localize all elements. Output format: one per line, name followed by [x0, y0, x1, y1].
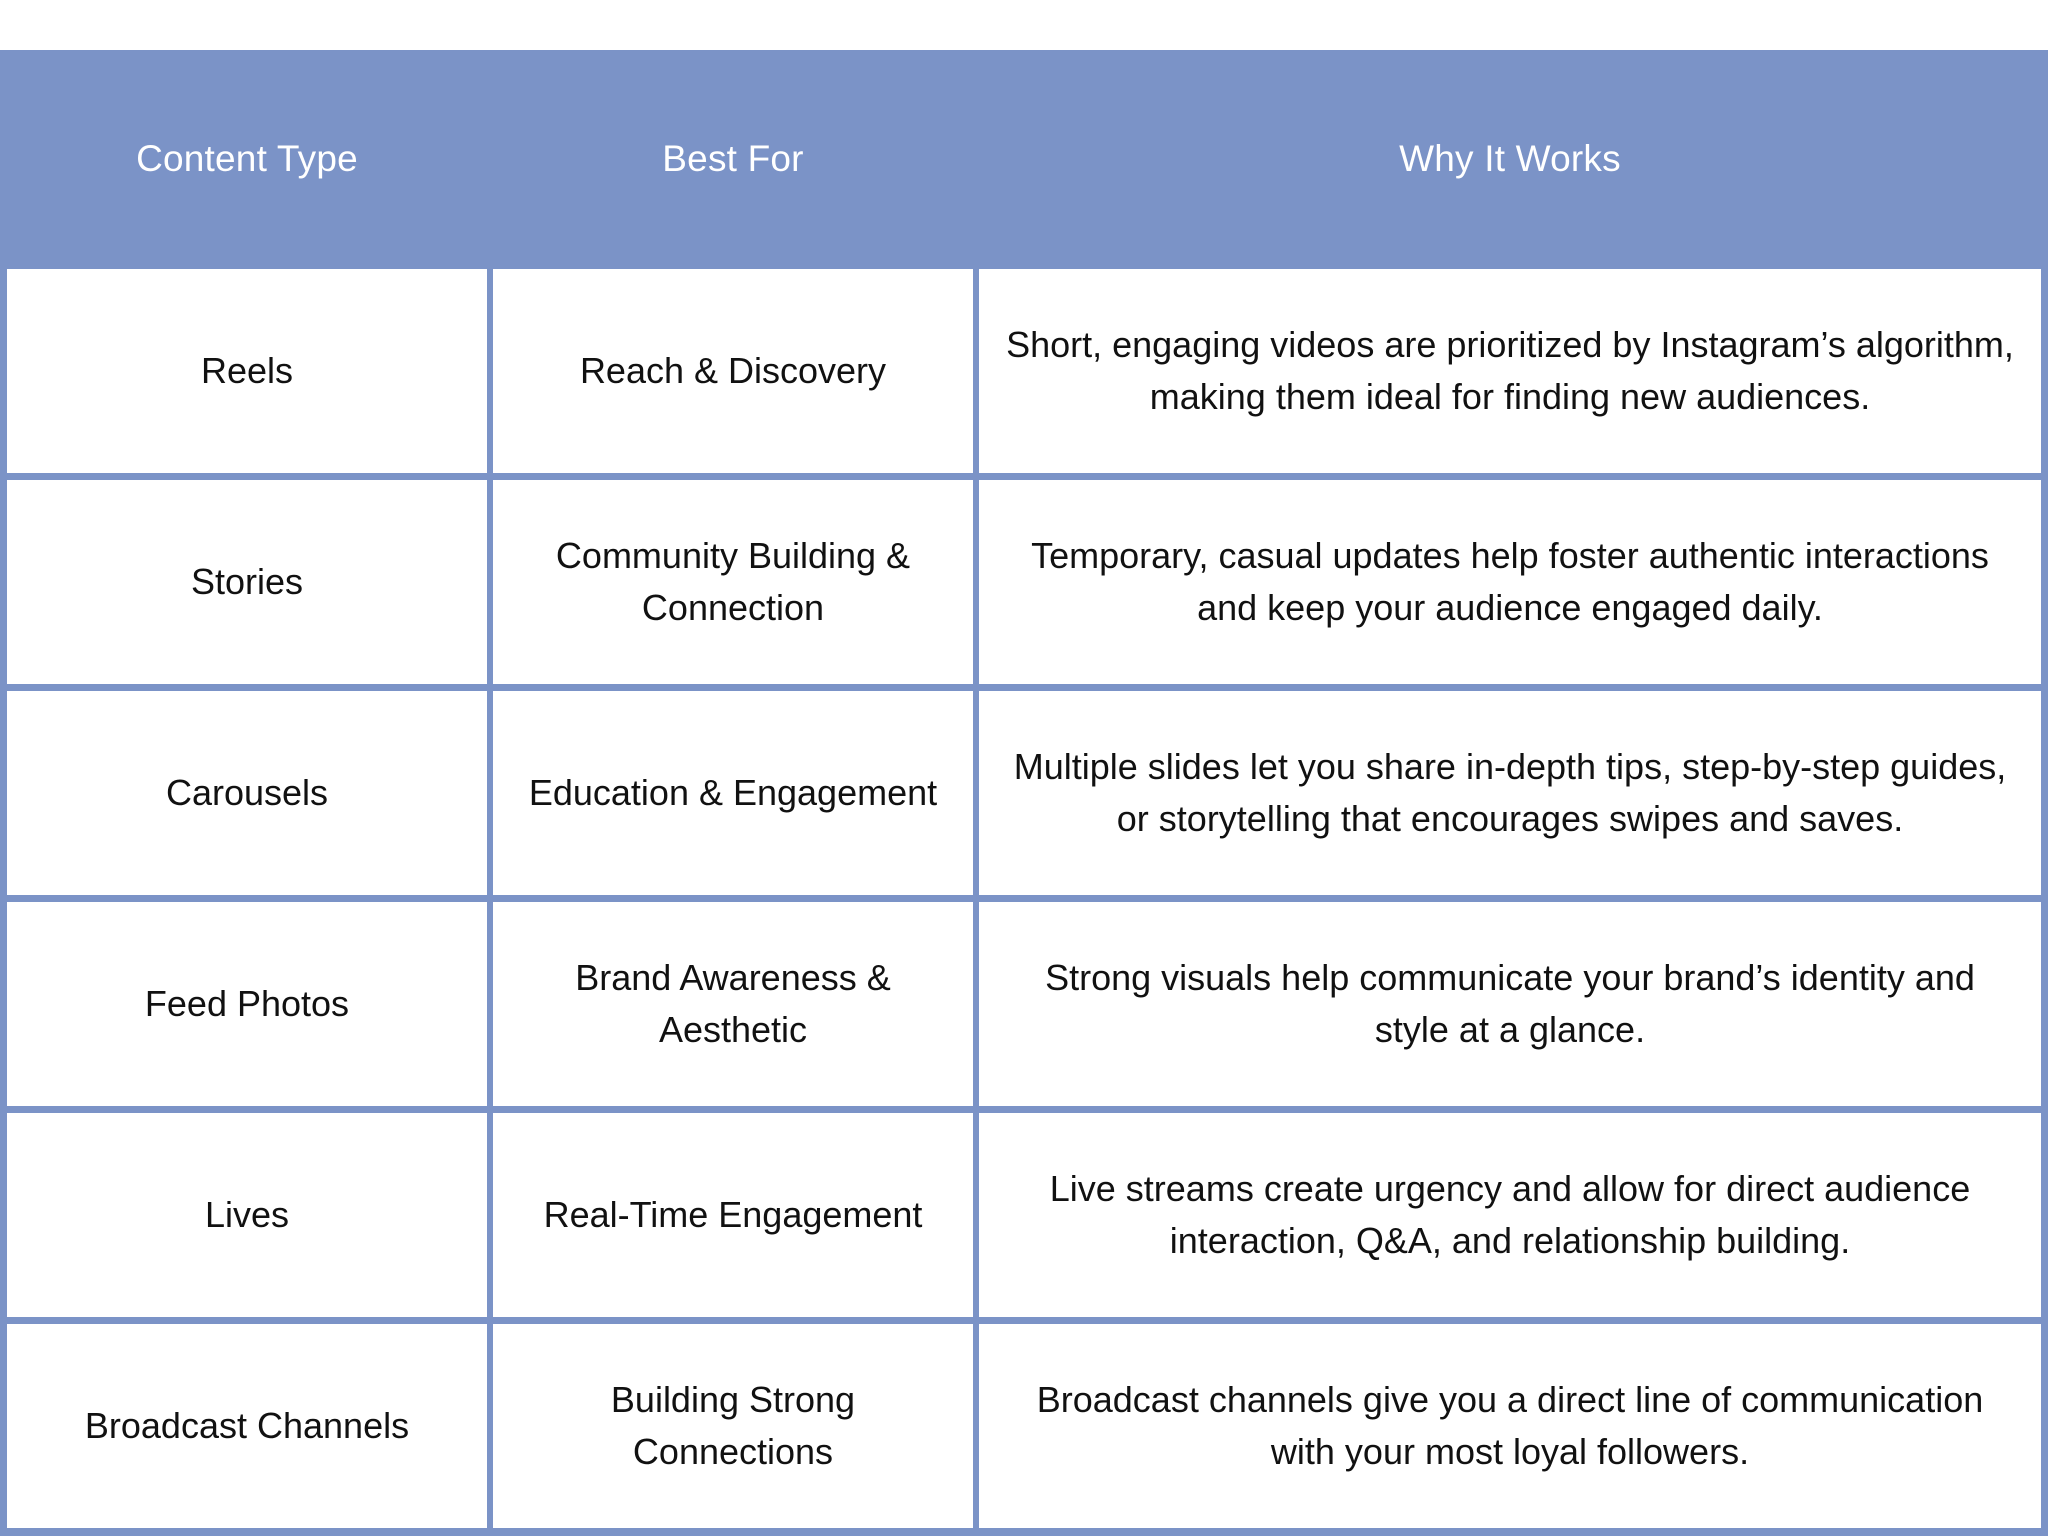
table-row: [0, 269, 2048, 473]
header-best-for: Best For: [662, 137, 804, 179]
content-type-cell: Stories: [7, 480, 487, 684]
table-row: [0, 480, 2048, 684]
header-content-type: Content Type: [136, 137, 358, 179]
table-row: [0, 1113, 2048, 1317]
why-it-works-cell: Multiple slides let you share in-depth tips, step-by-step guides, or storytelling that encourages swipes and saves.: [979, 691, 2041, 895]
content-type-cell: Broadcast Channels: [7, 1324, 487, 1528]
table-row: [0, 691, 2048, 895]
table-row: [0, 1324, 2048, 1528]
content-type-cell: Feed Photos: [7, 902, 487, 1106]
table-header-row: [0, 50, 2048, 267]
best-for-cell: Community Building & Connection: [493, 480, 973, 684]
header-why-it-works: Why It Works: [1399, 137, 1621, 179]
table-row: [0, 902, 2048, 1106]
why-it-works-cell: Live streams create urgency and allow for direct audience interaction, Q&A, and relationship building.: [979, 1113, 2041, 1317]
best-for-cell: Building Strong Connections: [493, 1324, 973, 1528]
content-type-table: [0, 50, 2048, 1536]
best-for-cell: Reach & Discovery: [493, 269, 973, 473]
content-type-cell: Reels: [7, 269, 487, 473]
why-it-works-cell: Short, engaging videos are prioritized by Instagram’s algorithm, making them ideal for finding new audiences.: [979, 269, 2041, 473]
why-it-works-cell: Temporary, casual updates help foster authentic interactions and keep your audience engaged daily.: [979, 480, 2041, 684]
best-for-cell: Real-Time Engagement: [493, 1113, 973, 1317]
content-type-cell: Lives: [7, 1113, 487, 1317]
why-it-works-cell: Strong visuals help communicate your brand’s identity and style at a glance.: [979, 902, 2041, 1106]
best-for-cell: Brand Awareness & Aesthetic: [493, 902, 973, 1106]
why-it-works-cell: Broadcast channels give you a direct line of communication with your most loyal followers.: [979, 1324, 2041, 1528]
best-for-cell: Education & Engagement: [493, 691, 973, 895]
content-type-cell: Carousels: [7, 691, 487, 895]
